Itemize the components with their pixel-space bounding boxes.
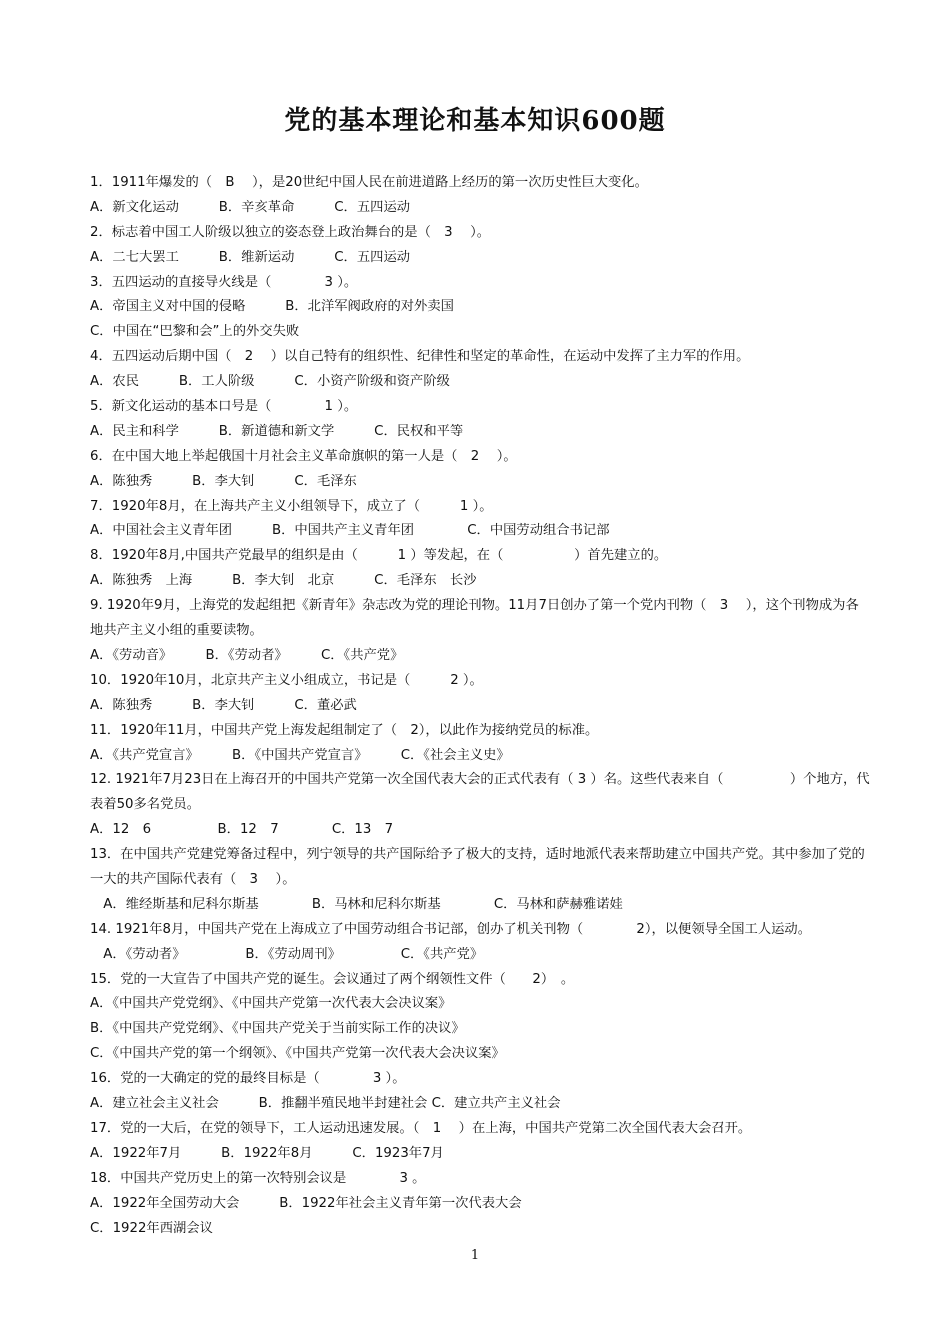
text-line: 2．标志着中国工人阶级以独立的姿态登上政治舞台的是（ 3 ）。 <box>90 224 491 240</box>
text-line: 8．1920年8月,中国共产党最早的组织是由（ 1 ）等发起，在（ ）首先建立的。 <box>90 548 668 564</box>
text-line: A．《劳动者》 B．《劳动周刊》 C．《共产党》 <box>90 946 484 962</box>
text-line: A．1922年全国劳动大会 B．1922年社会主义青年第一次代表大会 <box>90 1195 522 1211</box>
text-line: C．中国在“巴黎和会”上的外交失败 <box>90 324 300 340</box>
text-line: A．《中国共产党党纲》、《中国共产党第一次代表大会决议案》 <box>90 996 452 1012</box>
text-line: A．农民 B．工人阶级 C．小资产阶级和资产阶级 <box>90 374 450 390</box>
text-line: A．陈独秀 B．李大钊 C．毛泽东 <box>90 473 357 489</box>
text-line: A．二七大罢工 B．维新运动 C．五四运动 <box>90 249 411 265</box>
text-line: A．维经斯基和尼科尔斯基 B．马林和尼科尔斯基 C．马林和萨赫雅诺娃 <box>90 896 623 912</box>
text-line: 9. 1920年9月，上海党的发起组把《新青年》杂志改为党的理论刊物。11月7日创办了第一个党内刊物（ 3 ），这个刊物成为各地共产主义小组的重要读物。 <box>90 598 859 639</box>
text-line: 7．1920年8月，在上海共产主义小组领导下，成立了（ 1 ）。 <box>90 498 493 514</box>
text-line: 6．在中国大地上举起俄国十月社会主义革命旗帜的第一人是（ 2 ）。 <box>90 448 517 464</box>
text-line: A．民主和科学 B．新道德和新文学 C．民权和平等 <box>90 423 464 439</box>
text-line: 15．党的一大宣告了中国共产党的诞生。会议通过了两个纲领性文件（ 2） 。 <box>90 971 575 987</box>
text-line: A．12 6 B．12 7 C．13 7 <box>90 822 394 838</box>
text-line: 18．中国共产党历史上的第一次特别会议是 3 。 <box>90 1170 426 1186</box>
text-line: 12. 1921年7月23日在上海召开的中国共产党第一次全国代表大会的正式代表有（ 3 ）名。这些代表来自（ ）个地方，代表着50多名党员。 <box>90 772 870 813</box>
question-list <box>90 171 870 1241</box>
text-line: A．建立社会主义社会 B．推翻半殖民地半封建社会 C．建立共产主义社会 <box>90 1096 561 1112</box>
text-line: 14. 1921年8月，中国共产党在上海成立了中国劳动组合书记部，创办了机关刊物（ 2），以便领导全国工人运动。 <box>90 921 812 937</box>
page-number: 1 <box>470 1248 480 1263</box>
text-line: 3．五四运动的直接导火线是（ 3 ）。 <box>90 274 358 290</box>
text-line: 13．在中国共产党建党筹备过程中，列宁领导的共产国际给予了极大的支持，适时地派代表来帮助建立中国共产党。其中参加了党的一大的共产国际代表有（ 3 ）。 <box>90 847 865 888</box>
text-line: A．帝国主义对中国的侵略 B．北洋军阀政府的对外卖国 <box>90 299 454 315</box>
text-line: A．1922年7月 B．1922年8月 C．1923年7月 <box>90 1145 444 1161</box>
text-line: A．陈独秀 B．李大钊 C．董必武 <box>90 697 357 713</box>
text-line: A．新文化运动 B．辛亥革命 C．五四运动 <box>90 199 411 215</box>
text-line: 4．五四运动后期中国（ 2 ）以自己特有的组织性、纪律性和坚定的革命性，在运动中发挥了主力军的作用。 <box>90 349 750 365</box>
text-line: 16．党的一大确定的党的最终目标是（ 3 ）。 <box>90 1071 406 1087</box>
text-line: 10．1920年10月，北京共产主义小组成立，书记是（ 2 ）。 <box>90 672 483 688</box>
text-line: A．《共产党宣言》 B．《中国共产党宣言》 C．《社会主义史》 <box>90 747 510 763</box>
text-line: A．《劳动音》 B．《劳动者》 C．《共产党》 <box>90 647 404 663</box>
text-line: C．1922年西湖会议 <box>90 1220 213 1236</box>
page-title: 党的基本理论和基本知识600题 <box>284 106 666 136</box>
text-line: 5．新文化运动的基本口号是（ 1 ）。 <box>90 399 358 415</box>
text-line: 11．1920年11月，中国共产党上海发起组制定了（ 2），以此作为接纳党员的标准。 <box>90 722 599 738</box>
text-line: A．中国社会主义青年团 B．中国共产主义青年团 C．中国劳动组合书记部 <box>90 523 610 539</box>
text-line: A．陈独秀 上海 B．李大钊 北京 C．毛泽东 长沙 <box>90 573 477 589</box>
text-line: B．《中国共产党党纲》、《中国共产党关于当前实际工作的决议》 <box>90 1021 465 1037</box>
text-line: 17．党的一大后，在党的领导下，工人运动迅速发展。（ 1 ）在上海，中国共产党第二次全国代表大会召开。 <box>90 1120 752 1136</box>
text-line: C．《中国共产党的第一个纲领》、《中国共产党第一次代表大会决议案》 <box>90 1046 505 1062</box>
text-line: 1．1911年爆发的（ B ），是20世纪中国人民在前进道路上经历的第一次历史性巨大变化。 <box>90 175 648 190</box>
